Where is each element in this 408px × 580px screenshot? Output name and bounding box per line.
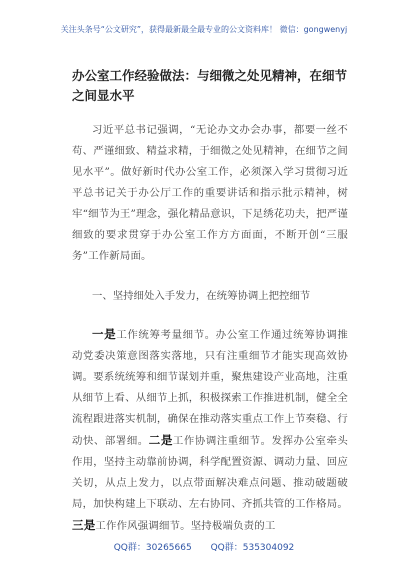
intro-paragraph: 习近平总书记强调，“无论办文办会办事，都要一丝不苟、严谨细致、精益求精，于细微之处见精神，在细节之间见水平”。做好新时代办公室工作，必须深入学习贯彻习近平总书记关于办公厅工作的重要讲话和指示批示精神，树牢“细节为王”理念，强化精品意识，下足绣花功夫，把严谨细致的要求贯穿于办公室工作方方面面，不断开创“三服务”工作新局面。: [72, 124, 348, 262]
point-text-1: 工作统筹考量细节。办公室工作通过统筹协调推动党委决策意图落实落地，只有注重细节才能实现高效协调。要系统统筹和细节谋划并重，聚焦建设产业高地，注重从细节上看、从细节上抓，积极探索工作推进机制，健全全流程跟进落实机制，确保在推动落实重点工作上节奏稳、行动快、部署细。: [72, 329, 348, 447]
point-text-3: 工作作风强调细节。坚持极端负责的工: [95, 520, 276, 532]
point-text-2: 工作协调注重细节。发挥办公室牵头作用，坚持主动靠前协调，科学配置资源、调动力量、回应关切，从点上发力，以点带面解决难点问题、推动破题破局，加快构建上下联动、左右协同、齐抓共管的工作格局。: [72, 435, 348, 510]
document-title: 办公室工作经验做法：与细微之处见精神，在细节之间显水平: [72, 68, 348, 103]
body-paragraph: [72, 324, 348, 537]
page-footer: [0, 540, 408, 553]
section-heading: 一、坚持细处入手发力，在统筹协调上把控细节: [92, 290, 311, 302]
point-marker-1: 一是: [92, 327, 117, 341]
point-marker-3: 三是: [72, 518, 96, 532]
footer-qq-group-2: QQ群：535304092: [210, 543, 295, 553]
point-marker-2: 二是: [148, 433, 173, 447]
page-header-notice: 关注头条号“公文研究”，获得最新最全最专业的公文资料库！ 微信：gongwenyj: [60, 25, 348, 34]
footer-qq-group-1: QQ群：30265665: [113, 543, 192, 553]
